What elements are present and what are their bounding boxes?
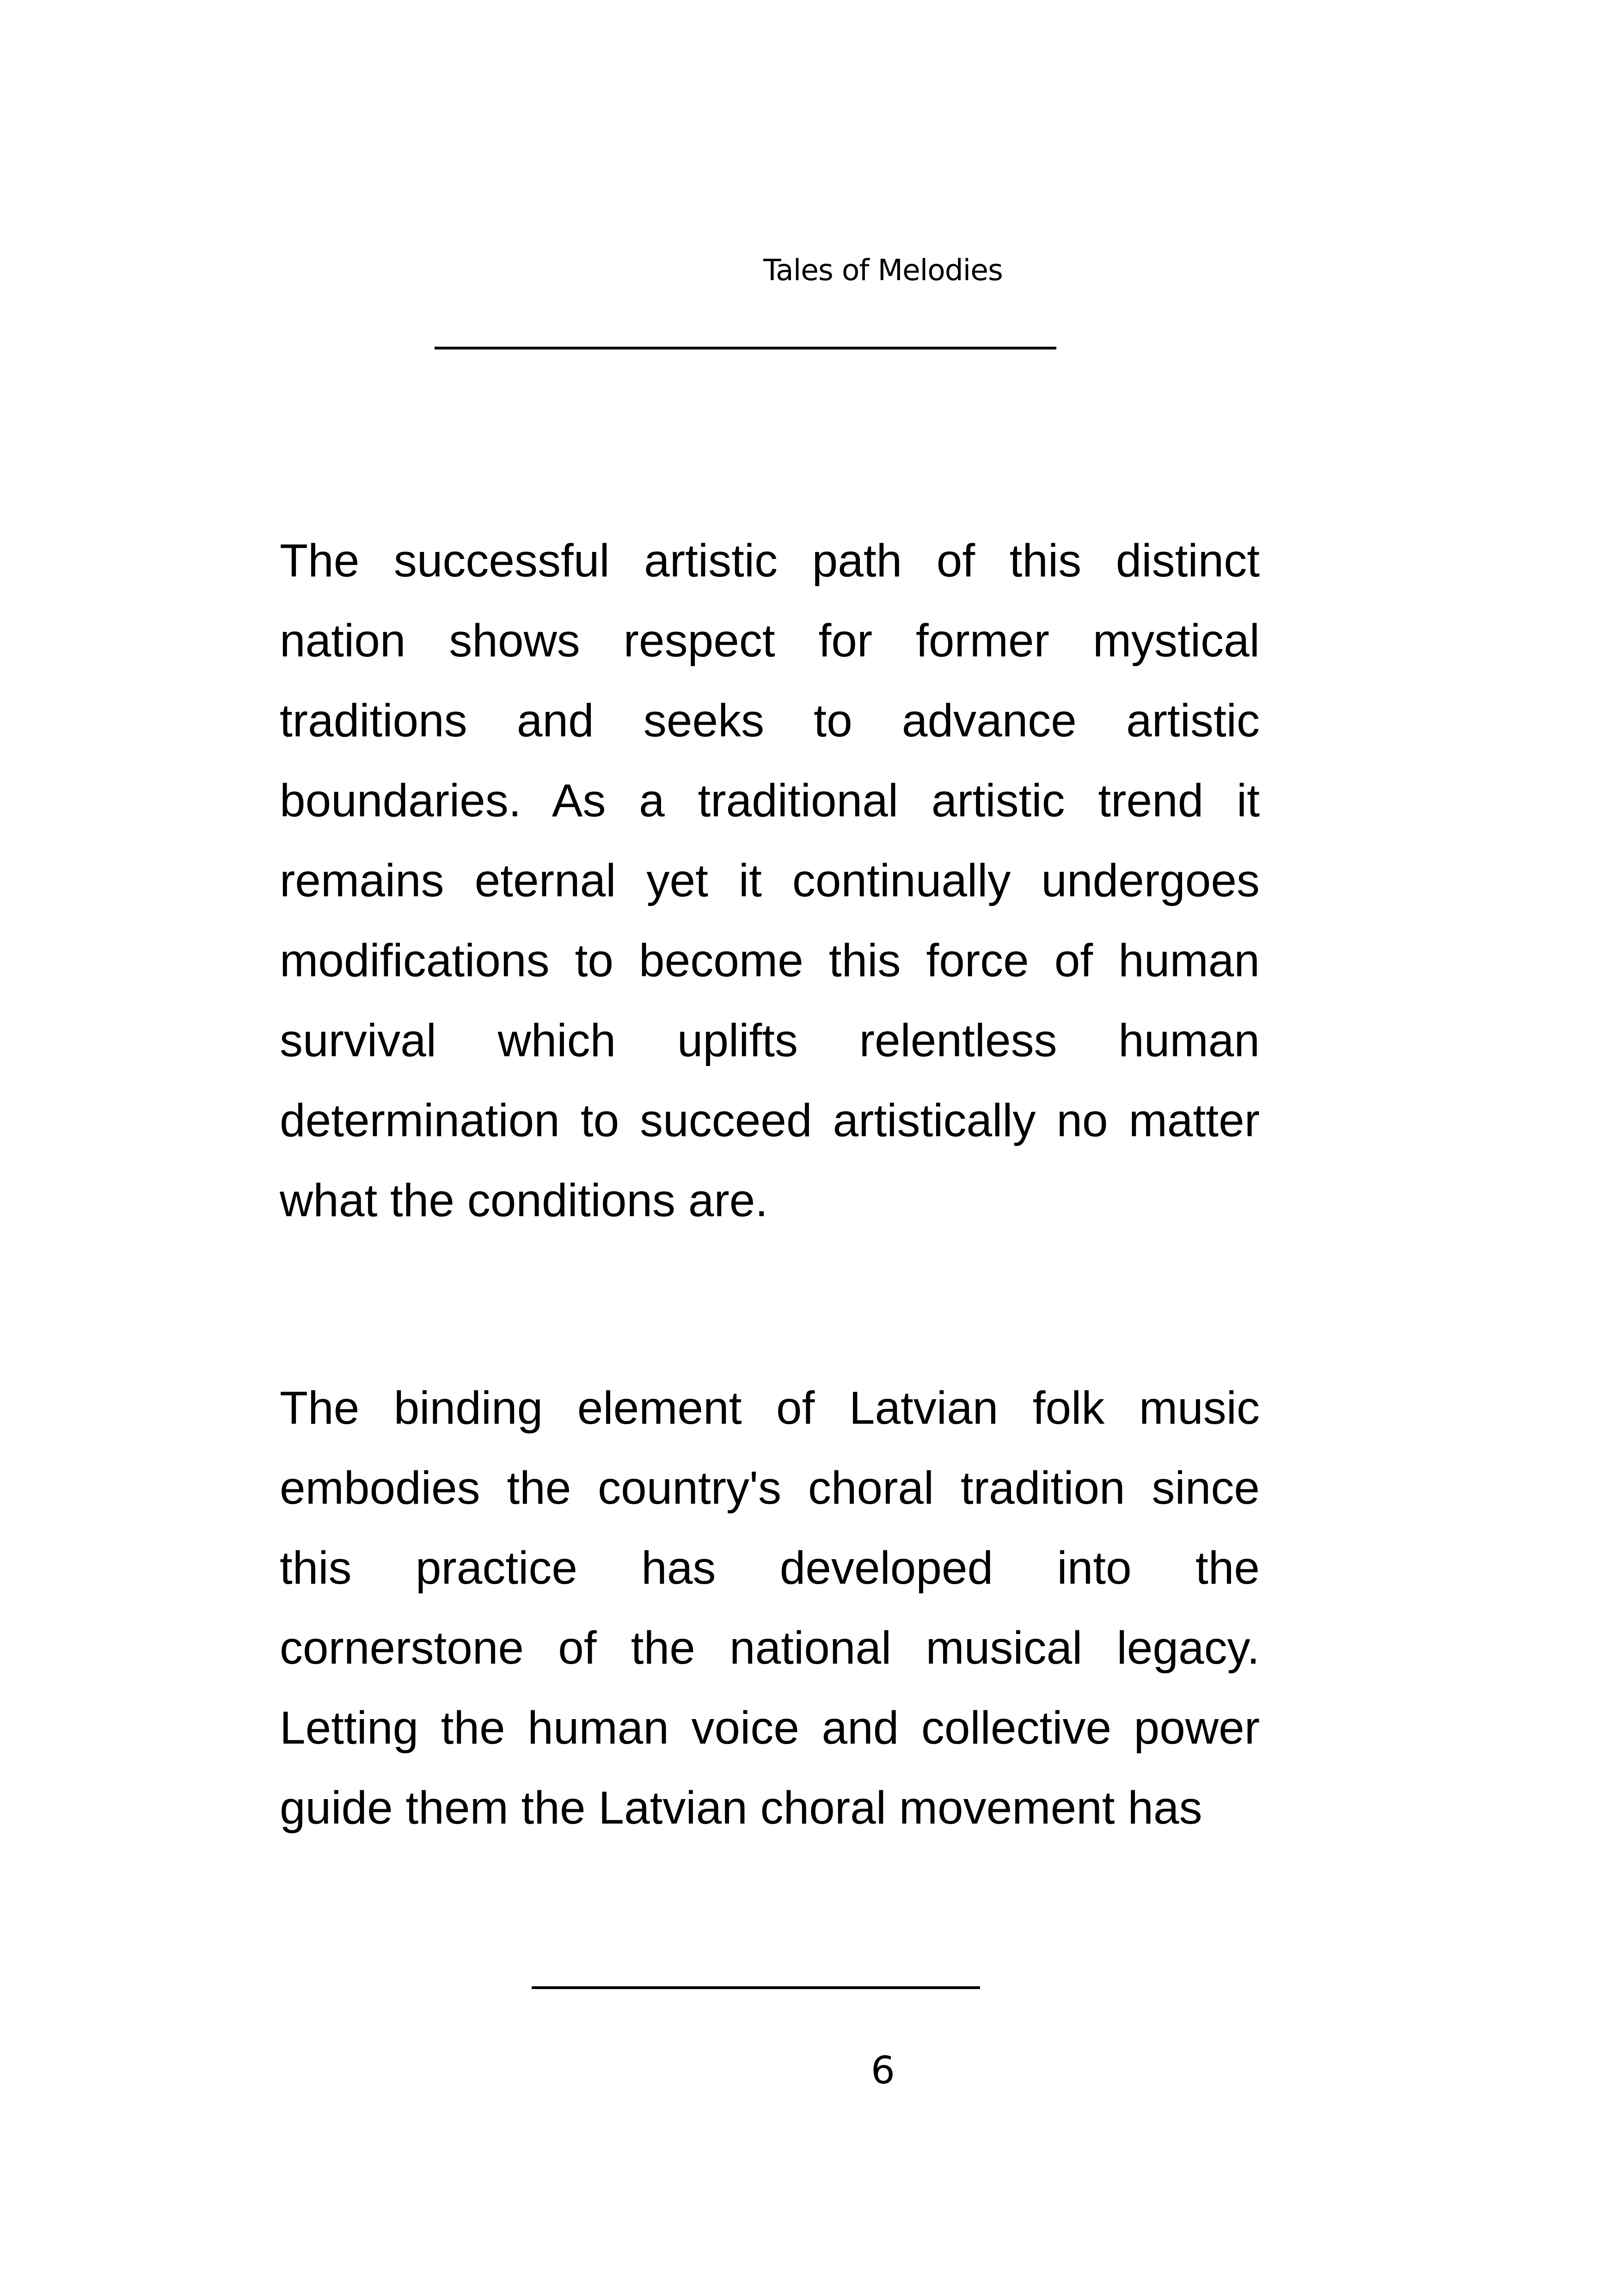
- body-paragraph: The binding element of Latvian folk music embodies the country's choral tradition since this practice has developed into the cornerstone of the national musical legacy. Letting the human voice and collective power guide them the Latvian choral movement has: [280, 1382, 1260, 1834]
- page-number: 6: [870, 2049, 895, 2093]
- header-rule: [435, 347, 1056, 349]
- running-header-title: Tales of Melodies: [763, 253, 1003, 287]
- footer-rule: [532, 1986, 980, 1989]
- body-paragraph: The successful artistic path of this distinct nation shows respect for former mystical traditions and seeks to advance artistic boundaries. As a traditional artistic trend it remains eternal yet it continually undergoes modifications to become this force of human survival which uplifts relentless human determination to succeed artistically no matter what the conditions are.: [280, 535, 1260, 1226]
